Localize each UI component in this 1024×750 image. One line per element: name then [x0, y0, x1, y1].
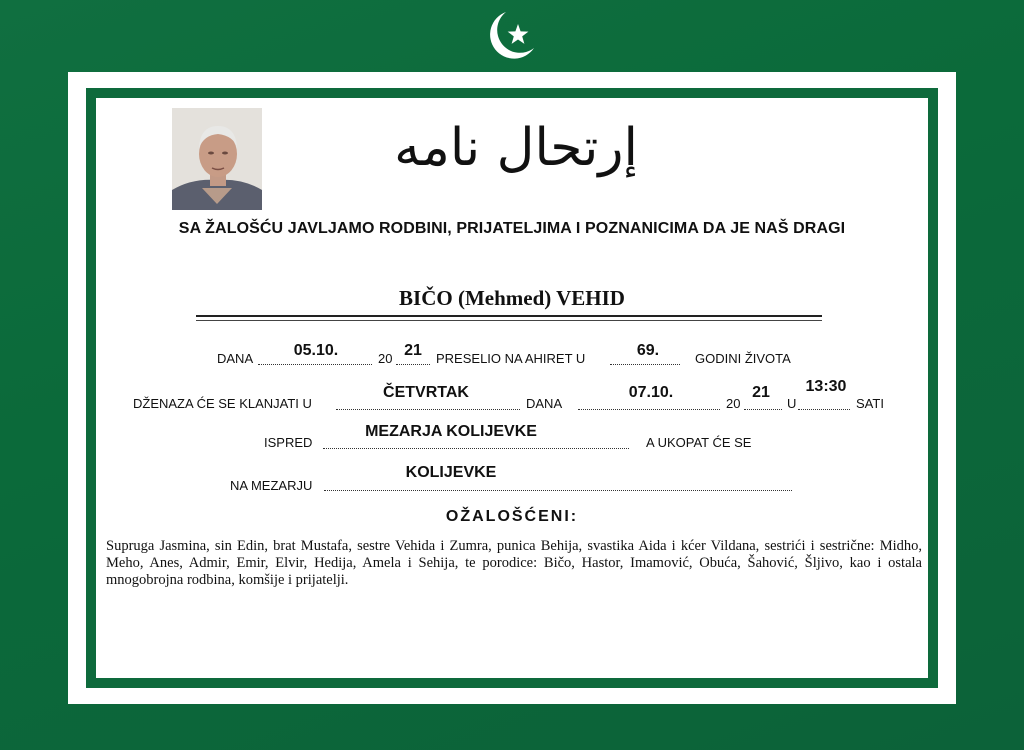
death-year-suffix: 21: [404, 342, 422, 359]
crescent-star-icon: [478, 8, 540, 64]
name-underline: [196, 315, 822, 317]
deceased-age: 69.: [636, 342, 660, 359]
janaza-year-suffix: 21: [752, 384, 770, 401]
janaza-date-label: DANA: [526, 396, 563, 411]
burial-label: A UKOPAT ĆE SE: [646, 435, 752, 450]
janaza-year-line: [744, 409, 782, 410]
age-line: [610, 364, 680, 365]
deceased-photo: [172, 108, 262, 210]
cemetery-name: KOLIJEVKE: [405, 464, 497, 481]
cemetery-line: [324, 490, 792, 491]
janaza-day-line: [336, 409, 520, 410]
ahiret-label: PRESELIO NA AHIRET U: [436, 351, 586, 366]
name-underline-thin: [196, 320, 822, 321]
death-date-label: DANA: [217, 351, 254, 366]
janaza-day: ČETVRTAK: [383, 384, 469, 401]
janaza-date: 07.10.: [628, 384, 674, 401]
cemetery-label: NA MEZARJU: [230, 478, 313, 493]
location-label: ISPRED: [264, 435, 313, 450]
age-label: GODINI ŽIVOTA: [695, 351, 791, 366]
janaza-label: DŽENAZA ĆE SE KLANJATI U: [133, 396, 312, 411]
janaza-location: MEZARJA KOLIJEVKE: [365, 423, 537, 440]
janaza-year-prefix: 20: [726, 396, 741, 411]
notice-content: [96, 98, 928, 678]
time-prefix: U: [787, 396, 797, 411]
mourners-list: Supruga Jasmina, sin Edin, brat Mustafa, sestre Vehida i Zumra, punica Behija, svastika Aida i kćer Vildana, sestrići i sestrične: Midho, Meho, Anes, Admir, Emir, Elvir, Hedija, Amela i Sehija, te porodice: Bičo, Hastor, Imamović, Obuća, Šahović, Šljivo, kao i ostala mnogobrojna rodbina, komšije i prijatelji.: [106, 538, 922, 588]
time-label: SATI: [856, 396, 884, 411]
announcement-intro: SA ŽALOŠĆU JAVLJAMO RODBINI, PRIJATELJIMA I POZNANICIMA DA JE NAŠ DRAGI: [178, 220, 846, 237]
location-line: [323, 448, 629, 449]
janaza-time: 13:30: [805, 378, 847, 395]
death-date-line: [258, 364, 372, 365]
deceased-name: BIČO (Mehmed) VEHID: [399, 286, 625, 310]
mourners-title: OŽALOŠĆENI:: [445, 508, 579, 525]
death-year-line: [396, 364, 430, 365]
death-date: 05.10.: [293, 342, 339, 359]
arabic-title: إرتحال نامه: [394, 118, 638, 178]
death-year-prefix: 20: [378, 351, 393, 366]
janaza-date-line: [578, 409, 720, 410]
janaza-time-line: [798, 409, 850, 410]
